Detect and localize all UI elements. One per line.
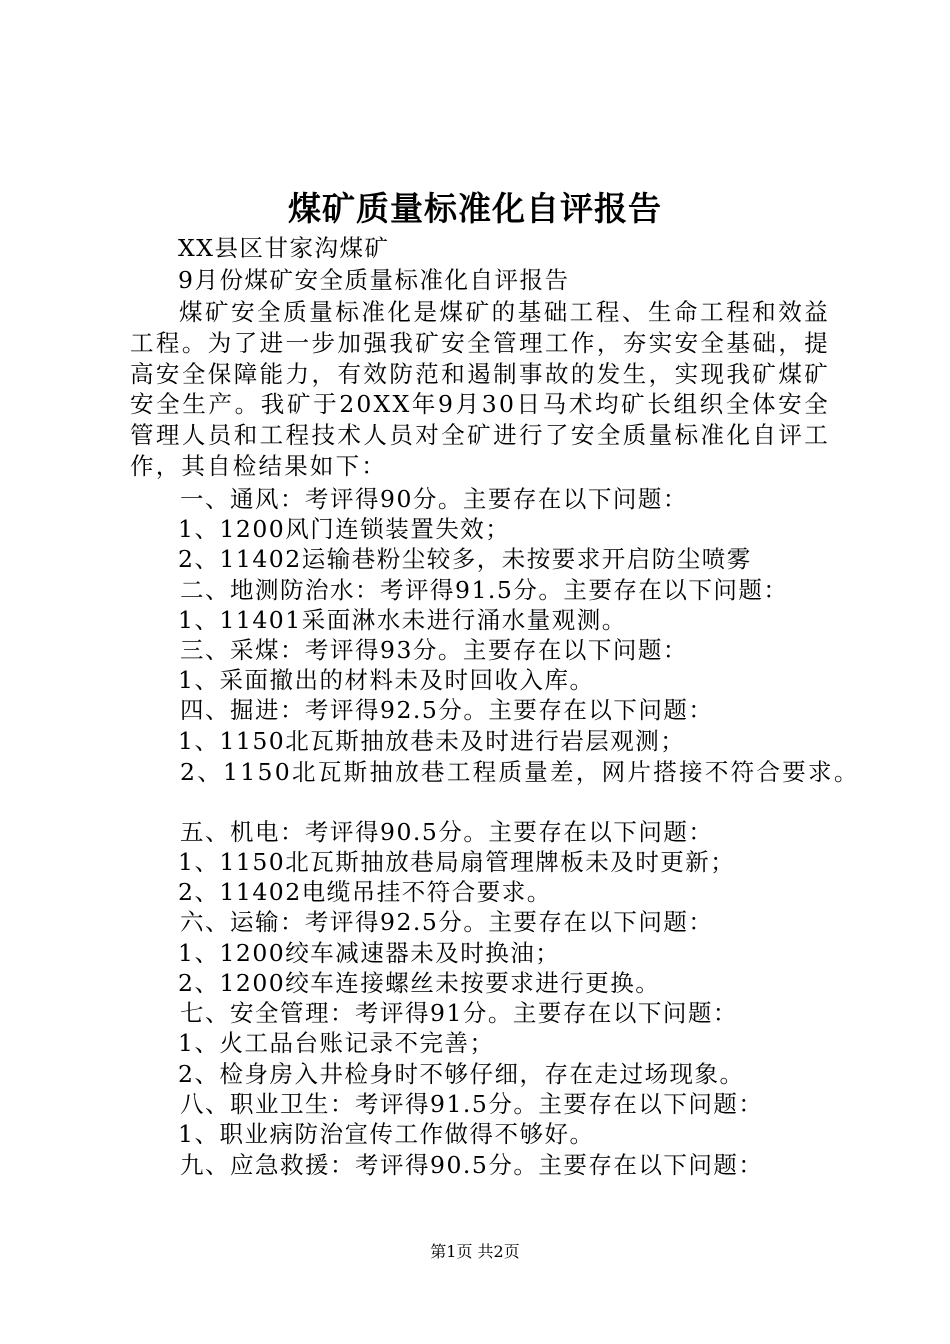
section-coal-mining: 三、采煤：考评得93分。主要存在以下问题： bbox=[180, 636, 688, 664]
section-ventilation: 一、通风：考评得90分。主要存在以下问题： bbox=[180, 485, 688, 513]
list-item: 1、1200风门连锁装置失效； bbox=[178, 515, 511, 543]
section-occupational-health: 八、职业卫生：考评得91.5分。主要存在以下问题： bbox=[180, 1090, 764, 1118]
organization-line: XX县区甘家沟煤矿 bbox=[178, 234, 390, 262]
section-excavation: 四、掘进：考评得92.5分。主要存在以下问题： bbox=[180, 696, 714, 724]
section-transport: 六、运输：考评得92.5分。主要存在以下问题： bbox=[180, 908, 714, 936]
list-item: 2、11402电缆吊挂不符合要求。 bbox=[178, 878, 552, 906]
list-item: 1、1150北瓦斯抽放巷局扇管理牌板未及时更新； bbox=[178, 848, 736, 876]
section-survey-water: 二、地测防治水：考评得91.5分。主要存在以下问题： bbox=[180, 576, 789, 604]
list-item: 1、11401采面淋水未进行涌水量观测。 bbox=[178, 606, 627, 634]
section-electromechanical: 五、机电：考评得90.5分。主要存在以下问题： bbox=[180, 818, 714, 846]
page-footer: 第1页 共2页 bbox=[430, 1242, 520, 1261]
list-item: 2、1150北瓦斯抽放巷工程质量差，网片搭接不符合要求。 bbox=[180, 758, 860, 786]
list-item: 2、11402运输巷粉尘较多，未按要求开启防尘喷雾 bbox=[178, 545, 752, 573]
list-item: 1、1200绞车减速器未及时换油； bbox=[178, 939, 561, 967]
list-item: 1、采面撤出的材料未及时回收入库。 bbox=[178, 666, 595, 694]
list-item: 1、火工品台账记录不完善； bbox=[178, 1029, 495, 1057]
report-subtitle: 9月份煤矿安全质量标准化自评报告 bbox=[178, 266, 570, 294]
list-item: 1、职业病防治宣传工作做得不够好。 bbox=[178, 1120, 595, 1148]
list-item: 2、检身房入井检身时不够仔细，存在走过场现象。 bbox=[178, 1060, 745, 1088]
list-item: 2、1200绞车连接螺丝未按要求进行更换。 bbox=[178, 969, 661, 997]
document-title: 煤矿质量标准化自评报告 bbox=[288, 189, 662, 228]
section-emergency-rescue: 九、应急救援：考评得90.5分。主要存在以下问题： bbox=[180, 1151, 764, 1179]
section-safety-management: 七、安全管理：考评得91分。主要存在以下问题： bbox=[180, 999, 738, 1027]
intro-paragraph: 煤矿安全质量标准化是煤矿的基础工程、生命工程和效益工程。为了进一步加强我矿安全管理工作，夯实安全基础，提高安全保障能力，有效防范和遏制事故的发生，实现我矿煤矿安全生产。我矿于20XX年9月30日马术均矿长组织全体安全管理人员和工程技术人员对全矿进行了安全质量标准化自评工作，其自检结果如下： bbox=[130, 298, 830, 480]
list-item: 1、1150北瓦斯抽放巷未及时进行岩层观测； bbox=[178, 727, 686, 755]
